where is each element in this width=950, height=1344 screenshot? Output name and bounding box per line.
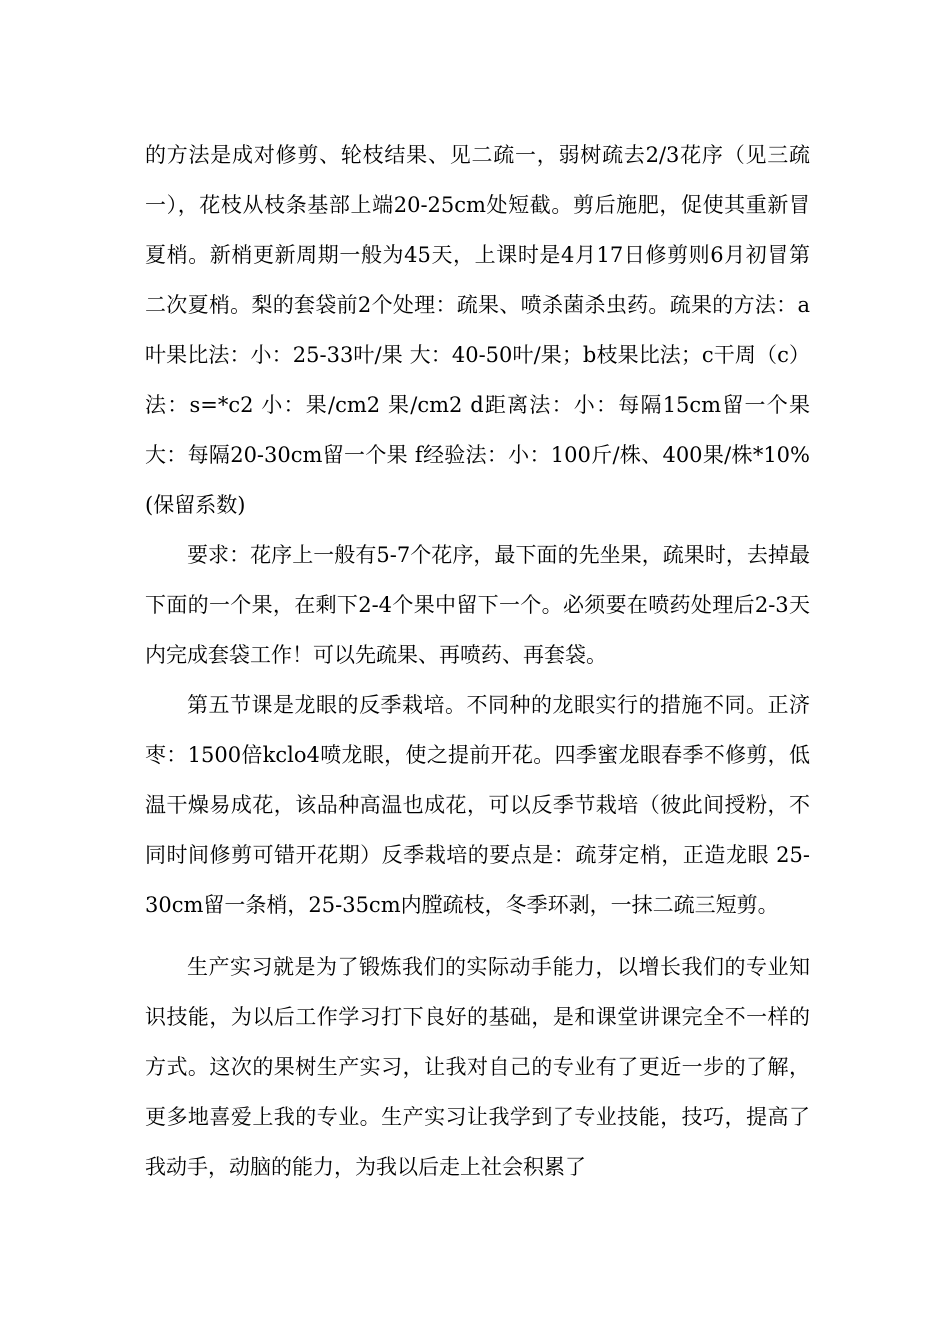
paragraph-internship-summary: 生产实习就是为了锻炼我们的实际动手能力，以增长我们的专业知识技能，为以后工作学习打下良好的基础，是和课堂讲课完全不一样的方式。这次的果树生产实习，让我对自己的专业有了更近一步的了解，更多地喜爱上我的专业。生产实习让我学到了专业技能，技巧，提高了我动手，动脑的能力，为我以后走上社会积累了 <box>145 955 810 1179</box>
document-body <box>145 130 810 1192</box>
paragraph-pear-thinning: 的方法是成对修剪、轮枝结果、见二疏一，弱树疏去2/3花序（见三疏一），花枝从枝条基部上端20-25cm处短截。剪后施肥，促使其重新冒夏梢。新梢更新周期一般为45天，上课时是4月17日修剪则6月初冒第二次夏梢。梨的套袋前2个处理：疏果、喷杀菌杀虫药。疏果的方法：a叶果比法：小：25-33叶/果 大：40-50叶/果；b枝果比法；c干周（c）法：s=*c2 小：果/cm2 果/cm2 d距离法：小：每隔15cm留一个果 大：每隔20-30cm留一个果 f经验法：小：100斤/株、400果/株*10%(保留系数) <box>145 143 810 517</box>
paragraph-requirements: 要求：花序上一般有5-7个花序，最下面的先坐果，疏果时，去掉最下面的一个果，在剩下2-4个果中留下一个。必须要在喷药处理后2-3天内完成套袋工作！可以先疏果、再喷药、再套袋。 <box>145 543 810 667</box>
paragraph-longan-off-season: 第五节课是龙眼的反季栽培。不同种的龙眼实行的措施不同。正济枣：1500倍kclo4喷龙眼，使之提前开花。四季蜜龙眼春季不修剪，低温干燥易成花，该品种高温也成花，可以反季节栽培（彼此间授粉，不同时间修剪可错开花期）反季栽培的要点是：疏芽定梢，正造龙眼 25-30cm留一条梢，25-35cm内膛疏枝，冬季环剥，一抹二疏三短剪。 <box>145 693 810 917</box>
